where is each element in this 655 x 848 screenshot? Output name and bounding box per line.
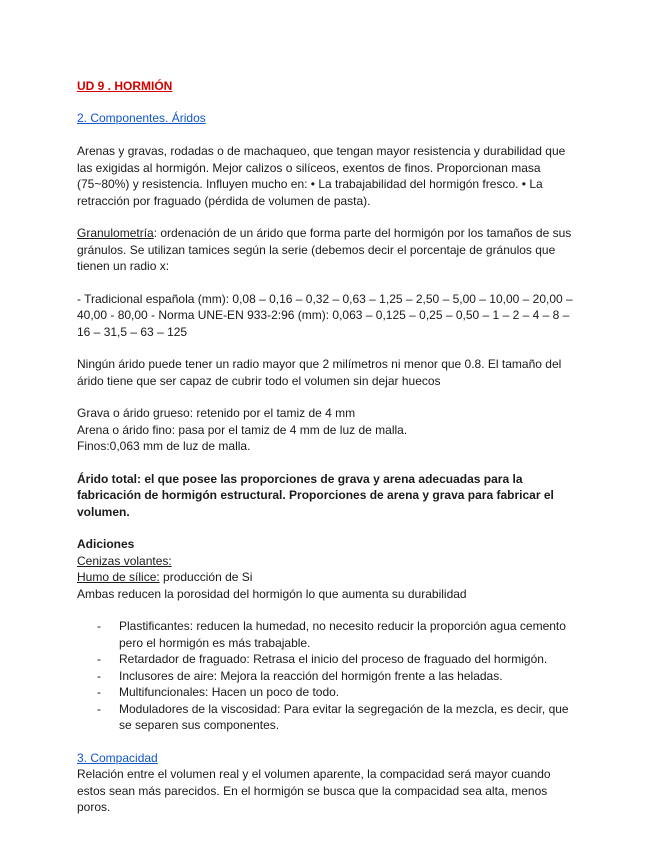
- size-definitions: [77, 405, 577, 455]
- granulometria-term: Granulometría: [77, 226, 154, 240]
- humo-silice-line: [77, 569, 577, 586]
- list-item: - Retardador de fraguado: Retrasa el inicio del proceso de fraguado del hormigón.: [97, 651, 577, 668]
- list-item: - Inclusores de aire: Mejora la reacción del hormigón frente a las heladas.: [97, 668, 577, 685]
- document-page: [77, 78, 577, 832]
- aditivos-list: [77, 618, 577, 734]
- adiciones-heading: Adiciones: [77, 537, 135, 551]
- size-arena: Arena o árido fino: pasa por el tamiz de 4 mm de luz de malla.: [77, 422, 408, 437]
- list-item: - Plastificantes: reducen la humedad, no necesito reducir la proporción agua cemento pero el hormigón es más trabajable.: [97, 618, 577, 651]
- tamices-series-paragraph: - Tradicional española (mm): 0,08 – 0,16 – 0,32 – 0,63 – 1,25 – 2,50 – 5,00 – 10,00 – 20,00 – 40,00 - 80,00 - Norma UNE-EN 933-2:96 (mm): 0,063 – 0,125 – 0,25 – 0,50 – 1 – 2 – 4 – 8 – 16 – 31,5 – 63 – 125: [77, 291, 573, 339]
- cenizas-volantes: Cenizas volantes:: [77, 553, 172, 568]
- size-grava: Grava o árido grueso: retenido por el tamiz de 4 mm: [77, 406, 356, 420]
- granulometria-definition: : ordenación de un árido que forma parte del hormigón por los tamaños de sus gránulos. Se utilizan tamices según la serie (debemos decir el porcentaje de gránulos que tienen un radio x:: [77, 226, 572, 273]
- list-item: - Multifuncionales: Hacen un poco de todo.: [97, 684, 577, 701]
- radio-paragraph: Ningún árido puede tener un radio mayor que 2 milímetros ni menor que 0.8. El tamaño del árido tiene que ser capaz de cubrir todo el volumen sin dejar huecos: [77, 357, 562, 388]
- size-finos: Finos:0,063 mm de luz de malla.: [77, 439, 251, 453]
- aridos-paragraph: Arenas y gravas, rodadas o de machaqueo, que tengan mayor resistencia y durabilidad que las exigidas al hormigón. Mejor calizos o silíceos, exentos de finos. Proporcionan masa (75~80%) y resistencia. Influyen mucho en: • La trabajabilidad del hormigón fresco. • La retracción por fraguado (pérdida de volumen de pasta).: [77, 144, 566, 208]
- adiciones-summary: Ambas reducen la porosidad del hormigón lo que aumenta su durabilidad: [77, 586, 467, 601]
- humo-silice-text: producción de Si: [159, 570, 253, 584]
- compacidad-paragraph: Relación entre el volumen real y el volumen aparente, la compacidad será mayor cuando estos sean más parecidos. En el hormigón se busca que la compacidad sea alta, menos poros.: [77, 767, 551, 814]
- adiciones-block: [77, 536, 577, 602]
- arido-total-paragraph: Árido total: el que posee las proporciones de grava y arena adecuadas para la fabricación de hormigón estructural. Proporciones de arena y grava para fabricar el volumen.: [77, 471, 554, 519]
- humo-silice-term: Humo de sílice:: [77, 570, 160, 584]
- granulometria-paragraph: [77, 225, 577, 275]
- section-2-link[interactable]: 2. Componentes. Áridos: [77, 110, 206, 125]
- list-item: - Moduladores de la viscosidad: Para evitar la segregación de la mezcla, es decir, que se separen sus componentes.: [97, 701, 577, 734]
- page-title: UD 9 . HORMIÓN: [77, 79, 173, 93]
- section-3-link[interactable]: 3. Compacidad: [77, 750, 158, 765]
